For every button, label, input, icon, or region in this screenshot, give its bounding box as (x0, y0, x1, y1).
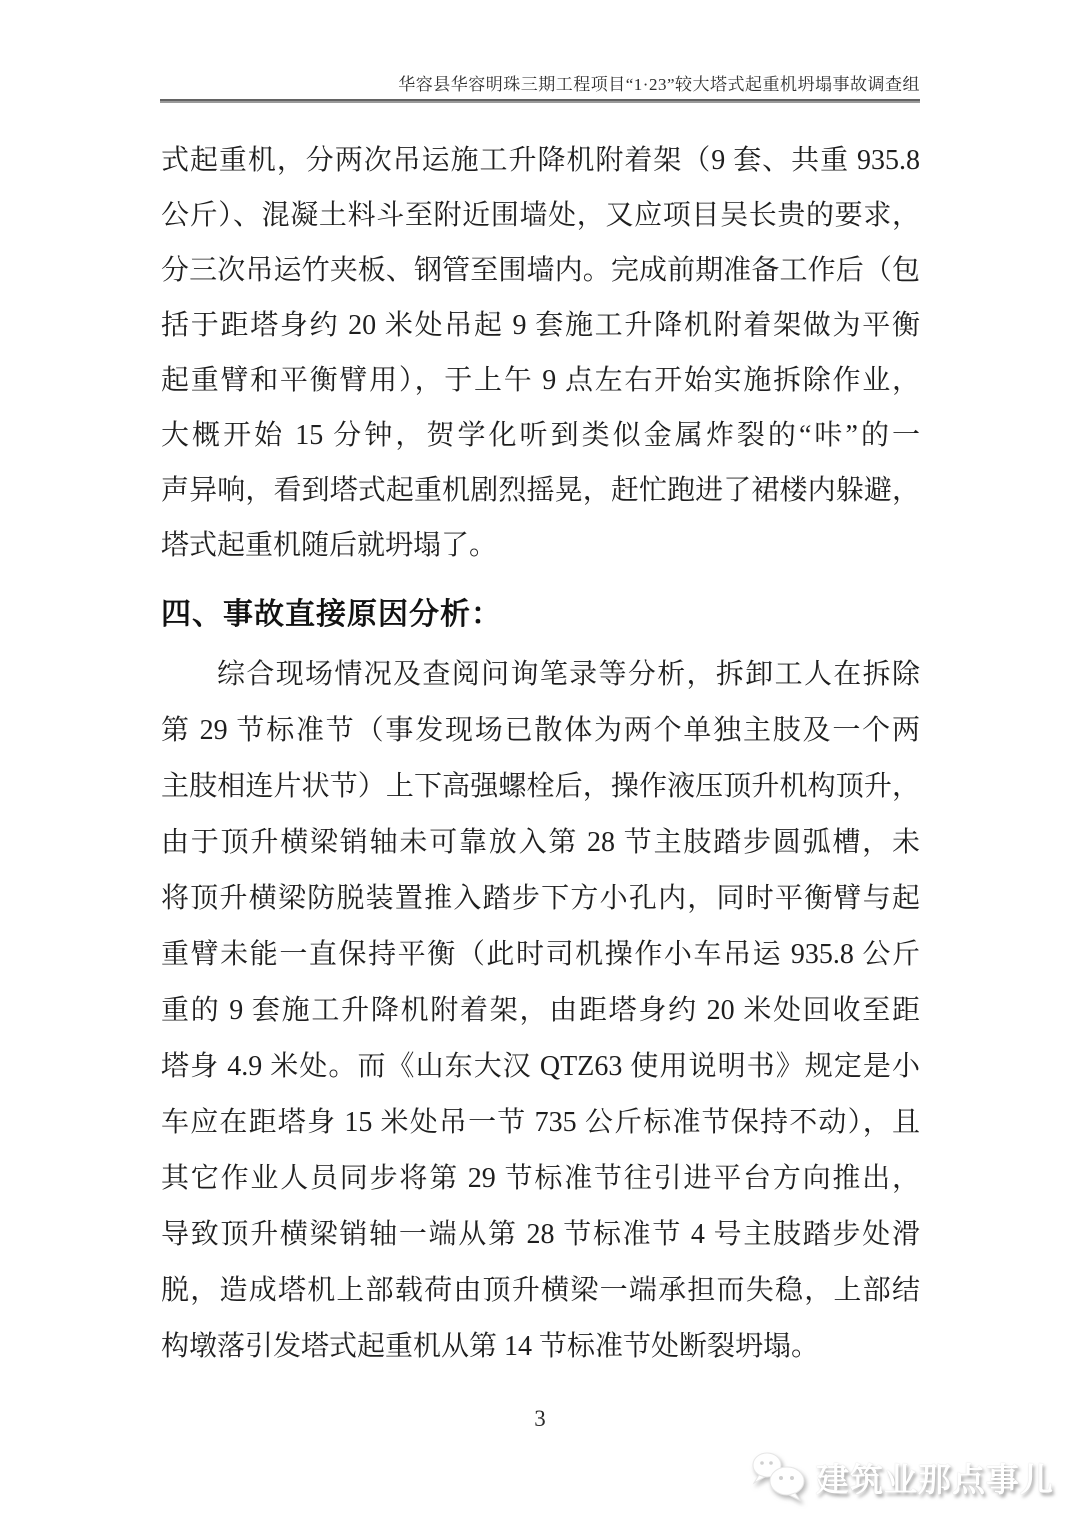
paragraph-1 (161, 133, 920, 573)
text-line: 塔式起重机随后就坍塌了。 (161, 530, 498, 561)
text-line: 将顶升横梁防脱装置推入踏步下方小孔内，同时平衡臂与起 (161, 883, 920, 914)
text-line: 括于距塔身约 20 米处吊起 9 套施工升降机附着架做为平衡 (161, 310, 920, 341)
text-line: 脱，造成塔机上部载荷由顶升横梁一端承担而失稳，上部结 (161, 1275, 920, 1306)
section-heading: 四、事故直接原因分析： (161, 598, 502, 631)
text-line: 分三次吊运竹夹板、钢管至围墙内。完成前期准备工作后（包 (161, 255, 920, 286)
text-line: 声异响，看到塔式起重机剧烈摇晃，赶忙跑进了裙楼内躲避， (161, 475, 920, 506)
watermark-text: 建筑业那点事儿 (816, 1460, 1054, 1498)
text-line: 第 29 节标准节（事发现场已散体为两个单独主肢及一个两 (161, 715, 920, 746)
text-line: 主肢相连片状节）上下高强螺栓后，操作液压顶升机构顶升， (161, 771, 920, 802)
text-line: 重的 9 套施工升降机附着架，由距塔身约 20 米处回收至距 (161, 995, 920, 1026)
text-line: 大概开始 15 分钟，贺学化听到类似金属炸裂的“咔”的一 (161, 420, 920, 451)
text-line: 公斤）、混凝土料斗至附近围墙处，又应项目吴长贵的要求， (161, 200, 920, 231)
text-line: 式起重机，分两次吊运施工升降机附着架（9 套、共重 935.8 (161, 145, 920, 176)
header-title: 华容县华容明珠三期工程项目“1·23”较大塔式起重机坍塌事故调查组 (398, 75, 920, 94)
header-rule (160, 99, 920, 103)
text-line: 构墩落引发塔式起重机从第 14 节标准节处断裂坍塌。 (161, 1331, 820, 1362)
text-line: 车应在距塔身 15 米处吊一节 735 公斤标准节保持不动），且 (161, 1107, 920, 1138)
text-line: 重臂未能一直保持平衡（此时司机操作小车吊运 935.8 公斤 (161, 939, 920, 970)
paragraph-2 (161, 647, 920, 1375)
text-line: 导致顶升横梁销轴一端从第 28 节标准节 4 号主肢踏步处滑 (161, 1219, 920, 1250)
wechat-chat-bubbles-icon (750, 1450, 808, 1504)
document-body (161, 133, 920, 1375)
watermark (750, 1450, 1054, 1504)
text-line: 综合现场情况及查阅问询笔录等分析，拆卸工人在拆除 (217, 659, 920, 690)
text-line: 起重臂和平衡臂用），于上午 9 点左右开始实施拆除作业， (161, 365, 920, 396)
page-number: 3 (534, 1406, 546, 1431)
text-line: 塔身 4.9 米处。而《山东大汉 QTZ63 使用说明书》规定是小 (161, 1051, 920, 1082)
text-line: 由于顶升横梁销轴未可靠放入第 28 节主肢踏步圆弧槽，未 (161, 827, 920, 858)
text-line: 其它作业人员同步将第 29 节标准节往引进平台方向推出， (161, 1163, 920, 1194)
